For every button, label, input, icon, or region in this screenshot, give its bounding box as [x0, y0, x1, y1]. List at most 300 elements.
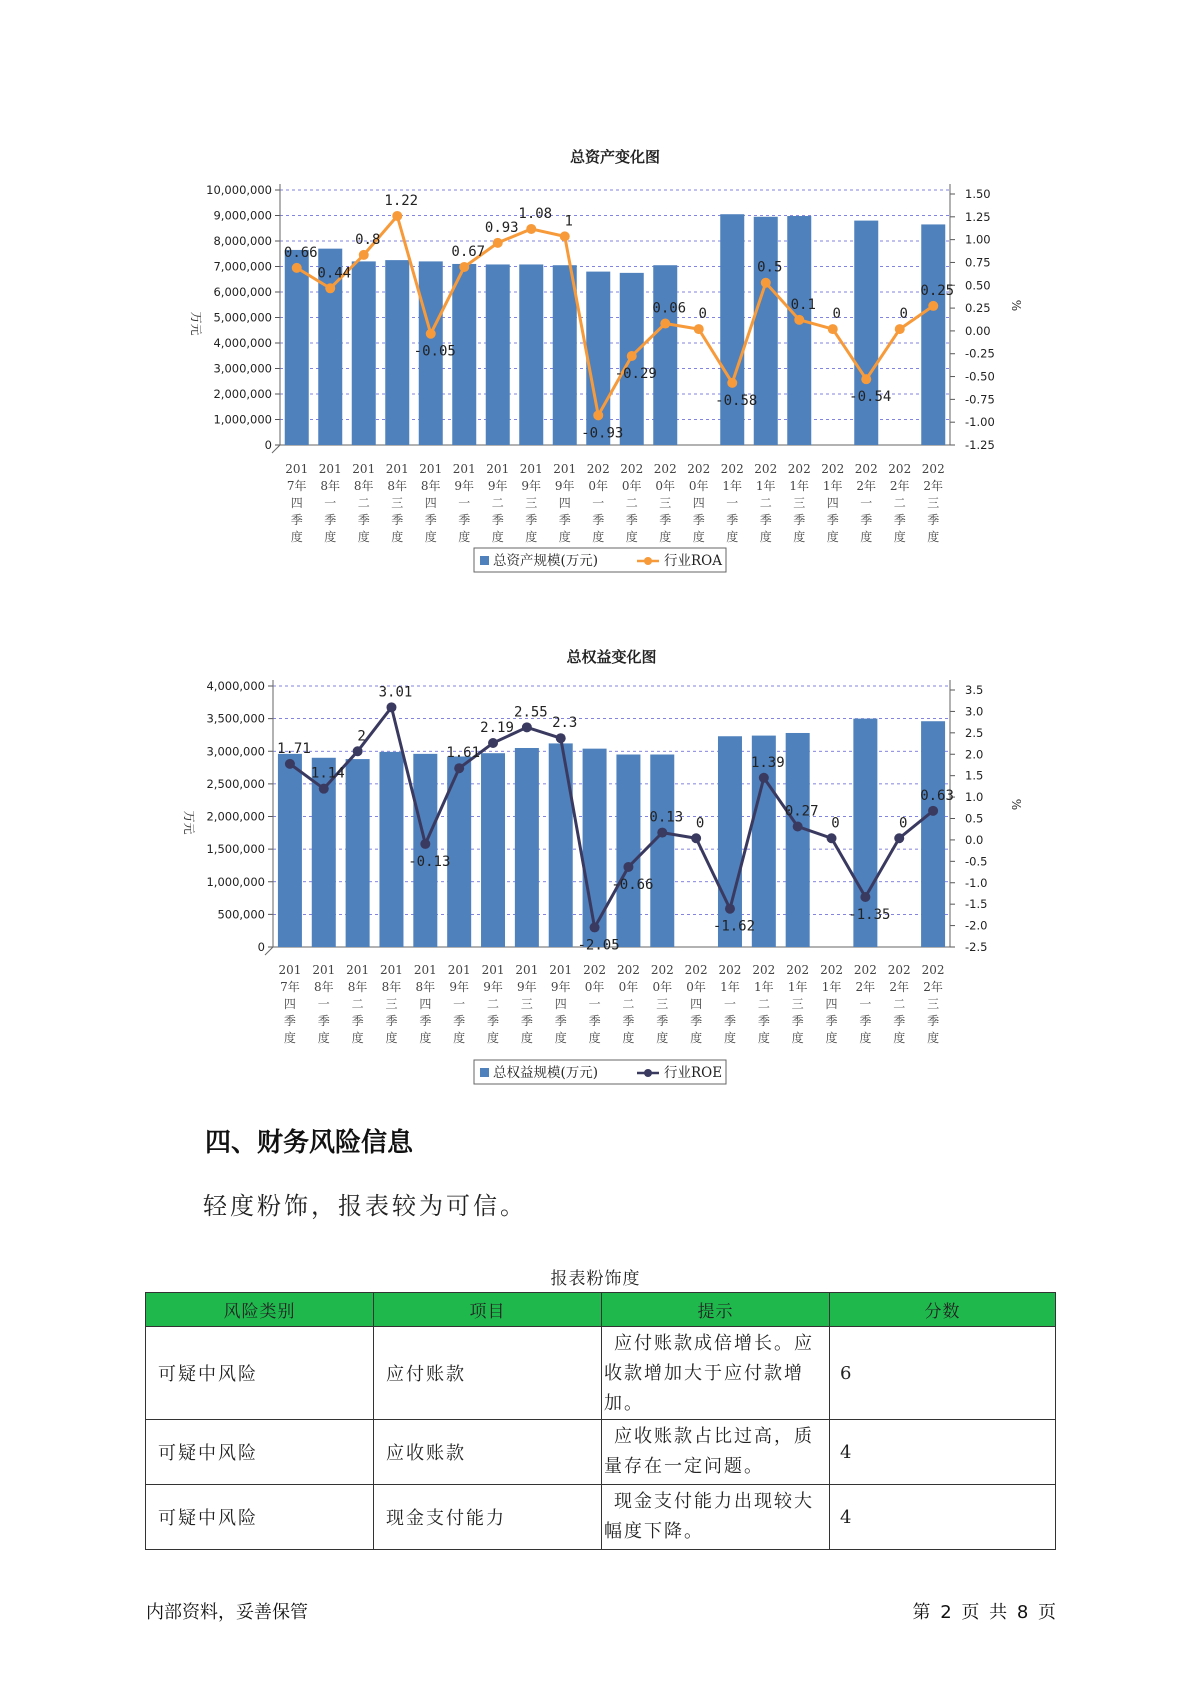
cell-score: 6	[830, 1327, 1056, 1420]
risk-table	[145, 1292, 1056, 1550]
y2-tick-label: 1.5	[965, 768, 984, 783]
y-tick-label: 500,000	[217, 907, 265, 922]
y-tick-label: 2,000,000	[206, 809, 265, 824]
line-point	[359, 250, 369, 260]
bar	[379, 752, 403, 947]
x-tick-label: 季	[525, 513, 538, 527]
y2-axis-unit: %	[1009, 299, 1023, 312]
x-tick-label: 季	[487, 1014, 500, 1028]
bar	[385, 260, 409, 445]
x-tick-label: 9年	[517, 980, 537, 994]
y2-tick-label: 1.25	[965, 209, 991, 224]
y2-tick-label: 3.5	[965, 683, 984, 697]
data-label: 0.67	[451, 243, 486, 260]
x-tick-label: 三	[385, 997, 398, 1011]
x-tick-label: 一	[859, 997, 872, 1011]
line-point	[691, 833, 701, 843]
table-header-row	[146, 1293, 1056, 1327]
line-point	[627, 351, 637, 361]
x-tick-label: 度	[357, 530, 370, 544]
x-tick-label: 度	[692, 530, 705, 544]
x-tick-label: 季	[622, 1014, 635, 1028]
line-point	[894, 833, 904, 843]
bar	[278, 754, 302, 947]
x-tick-label: 季	[283, 1014, 296, 1028]
x-tick-label: 季	[723, 1014, 736, 1028]
x-tick-label: 季	[726, 513, 739, 527]
x-tick-label: 9年	[449, 980, 469, 994]
data-label: 0.13	[649, 809, 684, 826]
line-point	[488, 738, 498, 748]
x-tick-label: 9年	[487, 479, 508, 493]
x-tick-label: 202	[888, 462, 912, 476]
data-label: 0.66	[283, 244, 318, 261]
data-label: 0.63	[920, 787, 954, 804]
x-tick-label: 度	[893, 1031, 906, 1045]
x-tick-label: 度	[487, 1031, 500, 1045]
x-tick-label: 202	[854, 462, 878, 476]
x-tick-label: 202	[720, 462, 744, 476]
section-summary: 轻度粉饰，报表较为可信。	[203, 1192, 527, 1220]
data-label: 2.3	[552, 715, 578, 732]
x-tick-label: 度	[554, 1031, 567, 1045]
y2-tick-label: 0.5	[965, 811, 984, 826]
x-tick-label: 度	[659, 530, 672, 544]
x-tick-label: 8年	[320, 479, 341, 493]
bar	[653, 265, 677, 445]
data-label: 0.44	[317, 265, 352, 282]
line-point	[319, 784, 329, 794]
x-tick-label: 0年	[688, 479, 709, 493]
cell-category: 可疑中风险	[146, 1327, 374, 1420]
x-tick-label: 季	[793, 513, 806, 527]
x-tick-label: 201	[549, 963, 573, 977]
x-tick-label: 2年	[889, 980, 910, 994]
x-tick-label: 三	[793, 496, 806, 510]
y2-tick-label: -1.5	[965, 897, 988, 912]
x-tick-label: 四	[692, 496, 705, 510]
bar	[583, 749, 607, 947]
bar	[346, 759, 370, 947]
x-tick-label: 202	[853, 963, 877, 977]
table-caption: 报表粉饰度	[550, 1269, 641, 1289]
line-point	[928, 301, 938, 311]
x-tick-label: 季	[588, 1014, 601, 1028]
hint-text: 应付账款成倍增长。应收款增加大于应付款增加。	[604, 1333, 814, 1414]
line-point	[353, 746, 363, 756]
data-label: 2	[357, 728, 366, 745]
y2-tick-label: 0.0	[965, 832, 984, 847]
bar	[921, 721, 945, 947]
x-tick-label: 二	[893, 496, 906, 510]
header-score: 分数	[830, 1293, 1056, 1327]
x-axis-tick	[272, 445, 280, 453]
y-tick-label: 3,000,000	[206, 744, 265, 759]
x-tick-label: 季	[453, 1014, 466, 1028]
x-tick-label: 三	[927, 997, 940, 1011]
y2-tick-label: -0.50	[965, 369, 995, 384]
line-point	[454, 763, 464, 773]
data-label: -0.13	[408, 853, 451, 870]
x-tick-label: 201	[519, 462, 543, 476]
table-row	[146, 1420, 1056, 1485]
hint-text: 现金支付能力出现较大幅度下降。	[604, 1491, 814, 1542]
x-tick-label: 度	[690, 1031, 703, 1045]
x-tick-label: 季	[458, 513, 471, 527]
data-label: 0	[831, 815, 840, 832]
x-tick-label: 度	[793, 530, 806, 544]
bar	[549, 743, 573, 947]
x-tick-label: 度	[351, 1031, 364, 1045]
x-tick-label: 度	[458, 530, 471, 544]
line-point	[660, 319, 670, 329]
line-point	[556, 733, 566, 743]
x-tick-label: 四	[825, 997, 838, 1011]
y2-tick-label: 2.0	[965, 747, 984, 762]
x-tick-label: 度	[290, 530, 303, 544]
cell-hint	[602, 1420, 830, 1485]
x-tick-label: 季	[391, 513, 404, 527]
data-label: 0	[899, 815, 908, 832]
x-tick-label: 二	[622, 997, 635, 1011]
line-point	[623, 862, 633, 872]
x-tick-label: 度	[592, 530, 605, 544]
y-tick-label: 0	[257, 940, 265, 954]
x-tick-label: 9年	[550, 980, 571, 994]
x-tick-label: 季	[554, 1014, 567, 1028]
line-point	[861, 374, 871, 384]
x-tick-label: 三	[520, 997, 533, 1011]
legend-line-marker	[644, 557, 652, 565]
x-tick-label: 一	[726, 496, 739, 510]
x-tick-label: 201	[452, 462, 476, 476]
x-tick-label: 8年	[353, 479, 374, 493]
line-point	[725, 904, 735, 914]
y2-tick-label: -2.5	[965, 940, 988, 954]
y-tick-label: 2,500,000	[206, 776, 265, 791]
x-tick-label: 201	[413, 963, 437, 977]
cell-item: 现金支付能力	[374, 1485, 602, 1550]
x-tick-label: 7年	[286, 479, 307, 493]
line-point	[426, 329, 436, 339]
data-label: 0.5	[757, 259, 783, 276]
footer-page-number: 第 2 页 共 8 页	[912, 1602, 1056, 1623]
line-point	[828, 324, 838, 334]
y-axis-unit: 万元	[182, 810, 196, 835]
x-tick-label: 202	[754, 462, 778, 476]
x-tick-label: 季	[558, 513, 571, 527]
x-tick-label: 三	[927, 496, 940, 510]
x-tick-label: 1年	[720, 980, 740, 994]
x-tick-label: 201	[380, 963, 403, 977]
x-tick-label: 1年	[787, 980, 808, 994]
x-tick-label: 季	[825, 1014, 838, 1028]
data-label: -0.54	[849, 389, 892, 406]
y2-tick-label: -0.5	[965, 854, 988, 869]
x-tick-label: 季	[324, 513, 337, 527]
chart-title: 总资产变化图	[569, 148, 661, 166]
x-tick-label: 一	[453, 997, 466, 1011]
bar	[720, 214, 744, 445]
x-tick-label: 度	[525, 530, 538, 544]
x-tick-label: 四	[826, 496, 839, 510]
y-tick-label: 1,500,000	[206, 842, 265, 857]
x-tick-label: 二	[893, 997, 906, 1011]
x-tick-label: 202	[921, 462, 945, 476]
x-tick-label: 二	[759, 496, 772, 510]
line-point	[793, 822, 803, 832]
x-tick-label: 0年	[588, 479, 609, 493]
legend-bar-label: 总权益规模(万元)	[493, 1065, 599, 1081]
x-tick-label: 四	[558, 496, 571, 510]
table-row	[146, 1485, 1056, 1550]
data-label: 1.71	[277, 740, 311, 757]
x-tick-label: 三	[391, 496, 404, 510]
total-assets-chart	[189, 148, 1023, 572]
x-tick-label: 季	[826, 513, 839, 527]
x-tick-label: 9年	[521, 479, 542, 493]
x-tick-label: 201	[481, 963, 505, 977]
x-tick-label: 7年	[280, 980, 300, 994]
bar	[786, 733, 810, 947]
cell-hint	[602, 1327, 830, 1420]
y2-tick-label: 3.0	[965, 704, 984, 719]
x-tick-label: 201	[515, 963, 539, 977]
data-label: 3.01	[378, 684, 413, 701]
y2-tick-label: 1.00	[965, 232, 991, 247]
x-tick-label: 2年	[923, 479, 944, 493]
x-tick-label: 四	[283, 997, 296, 1011]
x-tick-label: 季	[893, 1014, 906, 1028]
y-tick-label: 6,000,000	[213, 285, 272, 299]
x-tick-label: 202	[821, 462, 845, 476]
x-tick-label: 度	[825, 1031, 838, 1045]
x-tick-label: 度	[317, 1031, 330, 1045]
line-point	[593, 410, 603, 420]
hint-text: 应收账款占比过高，质量存在一定问题。	[604, 1426, 814, 1477]
y2-tick-label: 1.0	[965, 790, 984, 805]
x-tick-label: 201	[419, 462, 443, 476]
y-tick-label: 2,000,000	[213, 387, 272, 401]
x-tick-label: 二	[757, 997, 770, 1011]
x-tick-label: 四	[554, 997, 567, 1011]
y-tick-label: 5,000,000	[213, 310, 272, 325]
x-tick-label: 一	[458, 496, 471, 510]
x-tick-label: 度	[419, 1031, 432, 1045]
x-tick-label: 度	[859, 1031, 872, 1045]
y2-tick-label: -0.75	[965, 392, 995, 407]
x-tick-label: 0年	[584, 980, 605, 994]
line-point	[459, 262, 469, 272]
x-tick-label: 季	[759, 513, 772, 527]
x-tick-label: 一	[592, 496, 605, 510]
x-tick-label: 季	[860, 513, 873, 527]
data-label: 1	[564, 213, 573, 230]
x-tick-label: 201	[278, 963, 302, 977]
data-label: 0	[698, 306, 707, 323]
x-tick-label: 一	[317, 997, 330, 1011]
line-point	[386, 702, 396, 712]
x-tick-label: 季	[317, 1014, 330, 1028]
legend-bar-swatch	[480, 556, 489, 565]
x-tick-label: 度	[723, 1031, 736, 1045]
x-tick-label: 一	[588, 997, 601, 1011]
x-tick-label: 季	[659, 513, 672, 527]
x-tick-label: 四	[424, 496, 437, 510]
x-tick-label: 0年	[686, 980, 706, 994]
x-tick-label: 二	[491, 496, 504, 510]
line-point	[761, 278, 771, 288]
x-tick-label: 三	[525, 496, 538, 510]
bar	[553, 265, 577, 445]
x-tick-label: 度	[453, 1031, 466, 1045]
x-tick-label: 季	[927, 1014, 940, 1028]
x-tick-label: 202	[684, 963, 708, 977]
chart-title: 总权益变化图	[566, 648, 657, 666]
x-tick-label: 202	[921, 963, 945, 977]
x-tick-label: 季	[520, 1014, 533, 1028]
x-tick-label: 度	[893, 530, 906, 544]
line-point	[392, 211, 402, 221]
cell-hint	[602, 1485, 830, 1550]
x-tick-label: 8年	[313, 980, 334, 994]
y-tick-label: 1,000,000	[206, 874, 265, 889]
header-item: 项目	[374, 1293, 602, 1327]
x-tick-label: 0年	[621, 479, 642, 493]
x-tick-label: 202	[586, 462, 610, 476]
x-tick-label: 度	[791, 1031, 804, 1045]
data-label: 1.14	[310, 765, 345, 782]
x-tick-label: 三	[656, 997, 669, 1011]
x-tick-label: 201	[285, 462, 309, 476]
y2-tick-label: 0.25	[965, 301, 991, 316]
x-tick-label: 1年	[754, 980, 774, 994]
y-tick-label: 10,000,000	[206, 183, 272, 197]
y2-tick-label: 2.5	[965, 725, 984, 740]
x-tick-label: 二	[487, 997, 500, 1011]
x-tick-label: 8年	[420, 479, 441, 493]
data-label: 0	[695, 815, 705, 832]
x-tick-label: 202	[718, 963, 742, 977]
table-row	[146, 1327, 1056, 1420]
x-tick-label: 二	[625, 496, 638, 510]
data-label: 0.93	[484, 219, 519, 236]
bar	[481, 753, 505, 947]
x-tick-label: 度	[324, 530, 337, 544]
x-tick-label: 度	[385, 1031, 398, 1045]
data-label: 2.55	[514, 704, 548, 721]
legend-line-label: 行业ROA	[664, 553, 722, 569]
y-tick-label: 4,000,000	[213, 336, 272, 350]
x-tick-label: 度	[625, 530, 638, 544]
y-tick-label: 1,000,000	[213, 412, 272, 427]
x-tick-label: 1年	[755, 479, 776, 493]
x-tick-label: 度	[622, 1031, 635, 1045]
line-point	[325, 283, 335, 293]
x-tick-label: 季	[419, 1014, 432, 1028]
x-tick-label: 201	[486, 462, 510, 476]
x-tick-label: 季	[692, 513, 705, 527]
y2-tick-label: 0.50	[965, 278, 991, 293]
bar	[718, 736, 742, 947]
x-tick-label: 202	[650, 963, 674, 977]
section-heading: 四、财务风险信息	[205, 1128, 414, 1158]
x-tick-label: 2年	[856, 479, 877, 493]
x-tick-label: 季	[357, 513, 370, 527]
x-tick-label: 1年	[822, 479, 843, 493]
y2-tick-label: -2.0	[965, 918, 988, 933]
x-tick-label: 三	[791, 997, 804, 1011]
x-tick-label: 度	[588, 1031, 601, 1045]
x-tick-label: 季	[592, 513, 605, 527]
x-tick-label: 8年	[381, 980, 402, 994]
x-tick-label: 202	[787, 462, 811, 476]
x-tick-label: 201	[346, 963, 370, 977]
x-tick-label: 201	[553, 462, 577, 476]
x-tick-label: 202	[887, 963, 911, 977]
x-tick-label: 季	[290, 513, 303, 527]
x-tick-label: 三	[659, 496, 672, 510]
bar	[515, 748, 539, 947]
x-tick-label: 季	[656, 1014, 669, 1028]
cell-category: 可疑中风险	[146, 1485, 374, 1550]
line-point	[560, 231, 570, 241]
x-tick-label: 202	[820, 963, 843, 977]
bar	[754, 217, 778, 445]
y2-tick-label: -0.25	[965, 346, 995, 361]
x-tick-label: 二	[357, 496, 370, 510]
x-tick-label: 季	[690, 1014, 703, 1028]
line-point	[727, 378, 737, 388]
x-tick-label: 度	[391, 530, 404, 544]
x-tick-label: 度	[656, 1031, 669, 1045]
data-label: 0.8	[355, 231, 381, 248]
total-equity-chart	[182, 648, 1023, 1084]
data-label: 0	[899, 306, 908, 323]
x-tick-label: 度	[558, 530, 571, 544]
x-tick-label: 1年	[722, 479, 743, 493]
line-point	[590, 922, 600, 932]
line-point	[420, 839, 430, 849]
x-tick-label: 季	[424, 513, 437, 527]
line-point	[827, 833, 837, 843]
x-tick-label: 201	[352, 462, 376, 476]
line-point	[522, 722, 532, 732]
cell-score: 4	[830, 1420, 1056, 1485]
line-point	[895, 324, 905, 334]
cell-category: 可疑中风险	[146, 1420, 374, 1485]
x-tick-label: 0年	[618, 980, 639, 994]
line-point	[526, 224, 536, 234]
data-label: -0.93	[581, 425, 624, 442]
cell-item: 应付账款	[374, 1327, 602, 1420]
y-tick-label: 0	[264, 438, 272, 452]
line-point	[285, 759, 295, 769]
bar	[650, 755, 674, 947]
x-axis-tick	[265, 947, 273, 955]
cell-item: 应收账款	[374, 1420, 602, 1485]
x-tick-label: 202	[616, 963, 640, 977]
x-tick-label: 季	[791, 1014, 804, 1028]
line-point	[928, 806, 938, 816]
bar	[486, 264, 510, 445]
line-point	[694, 324, 704, 334]
x-tick-label: 季	[893, 513, 906, 527]
x-tick-label: 2年	[889, 479, 910, 493]
x-tick-label: 201	[447, 963, 471, 977]
y2-tick-label: -1.25	[965, 438, 995, 452]
bar	[921, 224, 945, 445]
